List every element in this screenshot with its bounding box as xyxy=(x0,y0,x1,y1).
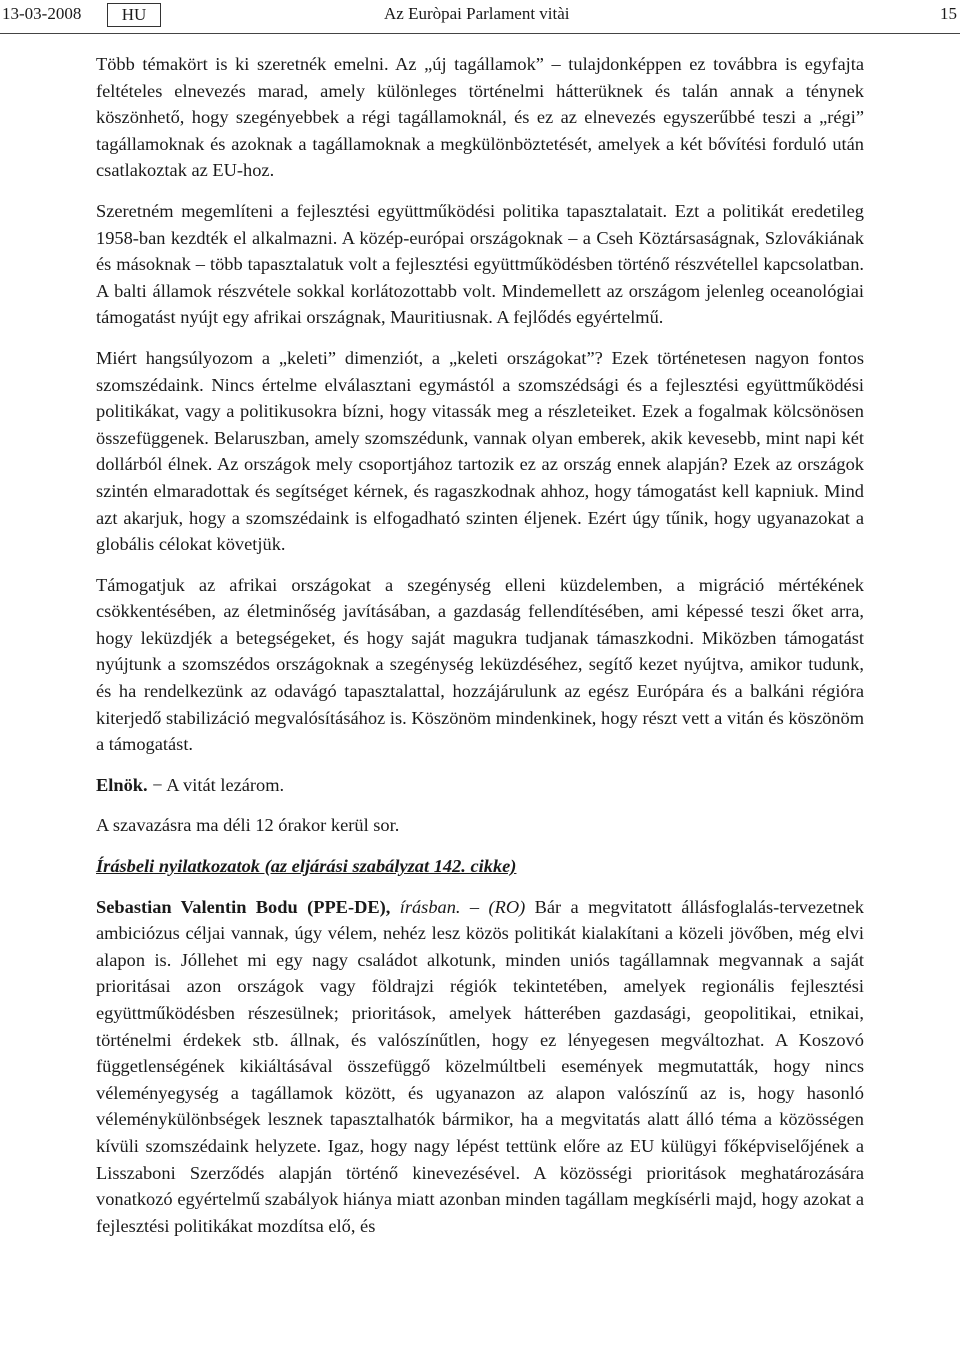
president-statement xyxy=(96,772,864,799)
paragraph-4: Támogatjuk az afrikai országokat a szegénység elleni küzdelemben, a migráció mértékének csökkentésében, az életminőség javításában, a gazdaság fellendítésében, ami képessé teszi őket arra, hogy leküzdjék a betegségeket, és hogy saját magukra tudjanak támaszkodni. Miközben támogatást nyújtunk a szomszédos országoknak a szegénység leküzdéséhez, segítő kezet nyújtva, amikor tudunk, és ha rendelkezünk az odavágó tapasztalattal, hozzájárulunk az egész Európára és a balkáni régióra kiterjedő stabilizáció megvalósításához is. Köszönöm mindenkinek, hogy részt vett a vitán és köszönöm a támogatást. xyxy=(96,574,864,755)
speaker-statement xyxy=(96,894,864,1240)
language-badge: HU xyxy=(107,3,161,27)
paragraph-3: Miért hangsúlyozom a „keleti” dimenziót, a „keleti országokat”? Ezek történetesen nagyon fontos szomszédaink. Nincs értelme elválasztani egymástól a szomszédsági és a fejlesztési együttműködési politikákat, vagy a politikusokra bízni, hogy vitassák meg a részleteiket. Ezek a fogalmak kölcsönösen összefüggenek. Belaruszban, amely szomszédunk, vannak olyan emberek, akik kevesebb, mint napi két dollárból élnek. Az országok mely csoportjához tartozik ez az ország ennek alapján? Ezek az országok szintén elmaradottak és segítséget kérnek, és ragaszkodnak ahhoz, hogy támogatást kell kapniuk. Mind azt akarjuk, hogy a szomszédaink is elfogadható szinten éljenek. Ezért úgy tűnik, hogy ugyanazokat a globális célokat követjük. xyxy=(96,347,864,555)
speaker-dash: – xyxy=(460,896,489,917)
header-title: Az Euròpai Parlament vitài xyxy=(384,4,570,23)
paragraph-1: Több témakört is ki szeretnék emelni. Az „új tagállamok” – tulajdonképpen ez továbbra is egyfajta feltételes elnevezés marad, amely különleges történelmi hátterüknek és talán annak a ténynek köszönhető, hogy szegényebbek a régi tagállamoknál, és ez az elnevezés egyszerűbbé teszi a „régi” tagállamoknak és azoknak a tagállamoknak a megkülönböztetését, amelyek a két bővítési forduló után csatlakoztak az EU-hoz. xyxy=(96,54,864,181)
speaker-text: Bár a megvitatott állásfoglalás-tervezetnek ambiciózus céljai vannak, úgy vélem, nehéz lesz közös politikát kialakítani a közeli jövőben, még elvi alapon is. Jóllehet mi egy nagy családot alkotunk, minden uniós tagállamnak megvannak a saját prioritásai azon országok vagy földrajzi régiók tekintetében, amelyek regionális fejlesztési együttműködésben részesülnek; prioritások, amelyek hátterében gazdasági, geopolitikai, etnikai, történelmi érdekek stb. állnak, és valószínűtlen, hogy ez lényegesen megváltozhat. A Koszovó függetlenségének kikiáltásával összefüggő közelmúltbeli események megmutatták, hogy nincs véleményegység a tagállamok között, és ugyanazon az alapon valószínű az is, hogy hasonló véleménykülönbségek lesznek tapasztalhatók bármikor, ha a megvitatás alatt álló téma a közösségen kívüli szomszédaink helyzete. Igaz, hogy nagy lépést tettünk előre az EU külügyi főképviselőjének a Lisszaboni Szerződés alapján történő kinevezésével. A közösségi prioritások meghatározására vonatkozó egyértelmű szabályok hiánya miatt azonban minden tagállam megkísérli majd, hogy azokat a fejlesztési politikákat mozdítsa elő, és xyxy=(96,896,865,1236)
document-body xyxy=(96,51,864,1253)
speaker-language: (RO) xyxy=(488,896,526,917)
president-speaker: Elnök. xyxy=(96,774,148,795)
speaker-mode: írásban. xyxy=(399,896,461,917)
written-statements-heading: Írásbeli nyilatkozatok (az eljárási szabályzat 142. cikke) xyxy=(96,856,517,877)
header-date: 13-03-2008 xyxy=(2,4,82,23)
paragraph-2: Szeretném megemlíteni a fejlesztési együttműködési politika tapasztalatait. Ezt a politikát eredetileg 1958-ban kezdték el alkalmazni. A közép-európai országoknak – a Cseh Köztársaságnak, Szlovákiának és másoknak – több tapasztalatuk volt a fejlesztési együttműködésben történő részvétellel kapcsolatban. A balti államok részvétele sokkal korlátozottabb volt. Mindemellett az országom jelenleg oceanológiai támogatást nyújt egy afrikai országnak, Mauritiusnak. A fejlődés egyértelmű. xyxy=(96,200,864,328)
page-number: 15 xyxy=(940,4,957,23)
president-text: A vitát lezárom. xyxy=(166,774,285,795)
vote-notice: A szavazásra ma déli 12 órakor kerül sor. xyxy=(96,815,400,836)
page-header xyxy=(0,0,960,34)
speaker-name: Sebastian Valentin Bodu (PPE-DE), xyxy=(96,896,391,917)
president-dash: − xyxy=(147,774,167,795)
header-divider xyxy=(0,33,960,34)
